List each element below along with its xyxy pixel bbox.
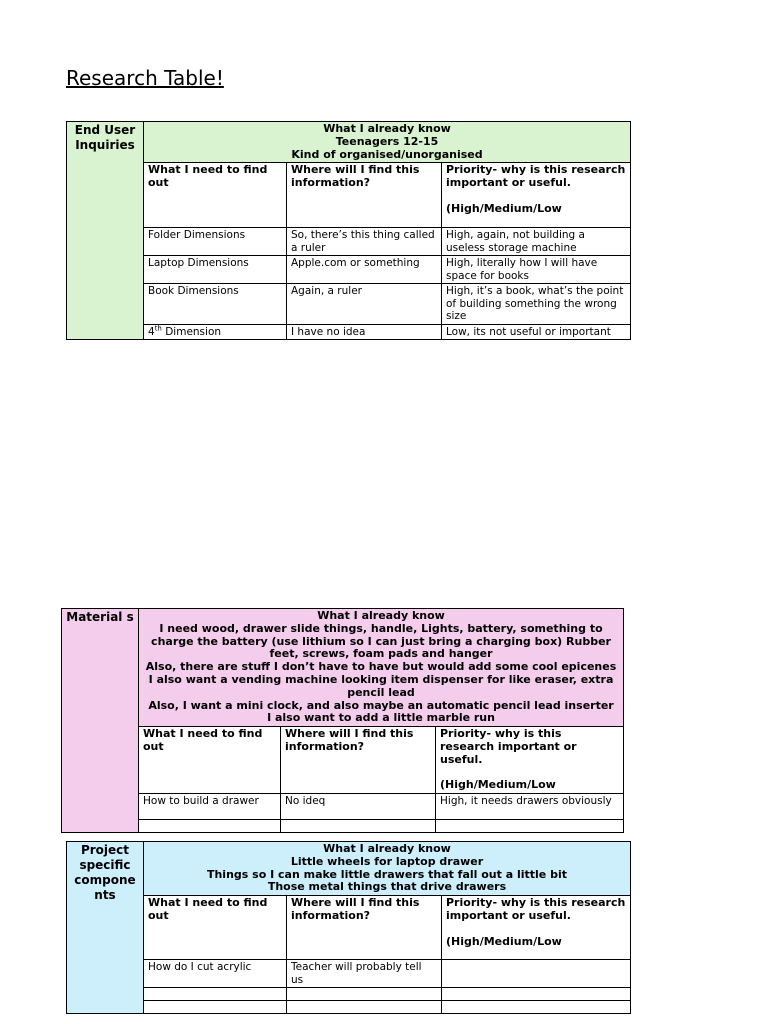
need-cell: Book Dimensions <box>144 284 287 325</box>
table-row <box>67 284 631 325</box>
known-heading: What I already know <box>317 609 445 622</box>
table-row <box>67 1001 631 1014</box>
table-row <box>67 988 631 1001</box>
header-priority-scale: (High/Medium/Low <box>446 934 562 948</box>
header-where: Where will I find this information? <box>287 896 442 960</box>
priority-cell: High, literally how I will have space for books <box>442 256 631 284</box>
table-row <box>67 256 631 284</box>
known-heading: What I already know <box>323 842 451 855</box>
need-cell: How to build a drawer <box>139 794 281 820</box>
known-heading: What I already know <box>323 122 451 135</box>
priority-cell <box>442 1001 631 1014</box>
known-line: I need wood, drawer slide things, handle, Lights, battery, something to charge the battery (use lithium so I can just bring a charging box) Rubber feet, screws, foam pads and hanger <box>151 621 611 661</box>
header-priority <box>436 727 624 794</box>
side-label-project-components: Project specific compone nts <box>67 842 144 1014</box>
header-need: What I need to find out <box>144 896 287 960</box>
table-row <box>67 960 631 988</box>
where-cell: Teacher will probably tell us <box>287 960 442 988</box>
known-line: I also want to add a little marble run <box>267 711 495 725</box>
known-cell <box>144 842 631 896</box>
where-cell: Apple.com or something <box>287 256 442 284</box>
table-row <box>67 324 631 340</box>
where-cell: I have no idea <box>287 324 442 340</box>
header-need: What I need to find out <box>139 727 281 794</box>
header-need: What I need to find out <box>144 163 287 228</box>
header-priority <box>442 896 631 960</box>
end-user-inquiries-table <box>66 121 631 340</box>
table-row <box>67 228 631 256</box>
need-rest: Dimension <box>161 325 222 338</box>
need-cell <box>144 988 287 1001</box>
side-label-materials: Material s <box>62 609 139 833</box>
priority-cell: Low, its not useful or important <box>442 324 631 340</box>
known-cell <box>139 609 624 727</box>
priority-cell: High, it’s a book, what’s the point of building something the wrong size <box>442 284 631 325</box>
header-row <box>67 896 631 960</box>
table-row <box>62 794 624 820</box>
need-num: 4 <box>148 325 155 338</box>
known-line: Also, there are stuff I don’t have to have but would add some cool epicenes <box>145 660 617 674</box>
header-priority-text: Priority- why is this research important or useful. <box>446 163 626 190</box>
known-line: I also want a vending machine looking item dispenser for like eraser, extra pencil lead <box>148 672 614 699</box>
header-priority-text: Priority- why is this research important or useful. <box>440 727 577 766</box>
header-where: Where will I find this information? <box>287 163 442 228</box>
priority-cell: High, it needs drawers obviously <box>436 794 624 820</box>
known-line: Also, I want a mini clock, and also maybe an automatic pencil lead inserter <box>148 698 614 712</box>
where-cell <box>287 988 442 1001</box>
header-priority <box>442 163 631 228</box>
need-cell <box>144 324 287 340</box>
priority-cell: High, again, not building a useless storage machine <box>442 228 631 256</box>
known-line: Teenagers 12-15 <box>335 134 439 148</box>
header-where: Where will I find this information? <box>281 727 436 794</box>
where-cell: Again, a ruler <box>287 284 442 325</box>
page-title: Research Table! <box>66 66 224 90</box>
table-row <box>62 820 624 833</box>
header-priority-scale: (High/Medium/Low <box>446 201 562 215</box>
where-cell: So, there’s this thing called a ruler <box>287 228 442 256</box>
where-cell: No ideq <box>281 794 436 820</box>
where-cell <box>281 820 436 833</box>
header-priority-scale: (High/Medium/Low <box>440 778 556 792</box>
priority-cell <box>436 820 624 833</box>
need-cell: Folder Dimensions <box>144 228 287 256</box>
need-cell: How do I cut acrylic <box>144 960 287 988</box>
known-line: Little wheels for laptop drawer <box>290 854 484 868</box>
need-cell: Laptop Dimensions <box>144 256 287 284</box>
header-row <box>62 727 624 794</box>
priority-cell <box>442 988 631 1001</box>
header-priority-text: Priority- why is this research important or useful. <box>446 896 626 922</box>
priority-cell <box>442 960 631 988</box>
where-cell <box>287 1001 442 1014</box>
need-sup: th <box>154 324 162 333</box>
known-line: Kind of organised/unorganised <box>291 147 483 161</box>
side-label-end-user: End User Inquiries <box>67 122 144 340</box>
header-row <box>67 163 631 228</box>
materials-table <box>61 608 624 833</box>
need-cell <box>144 1001 287 1014</box>
project-components-table <box>66 841 631 1014</box>
need-cell <box>139 820 281 833</box>
known-cell <box>144 122 631 163</box>
known-line: Things so I can make little drawers that fall out a little bit <box>206 867 568 881</box>
known-line: Those metal things that drive drawers <box>267 880 507 894</box>
